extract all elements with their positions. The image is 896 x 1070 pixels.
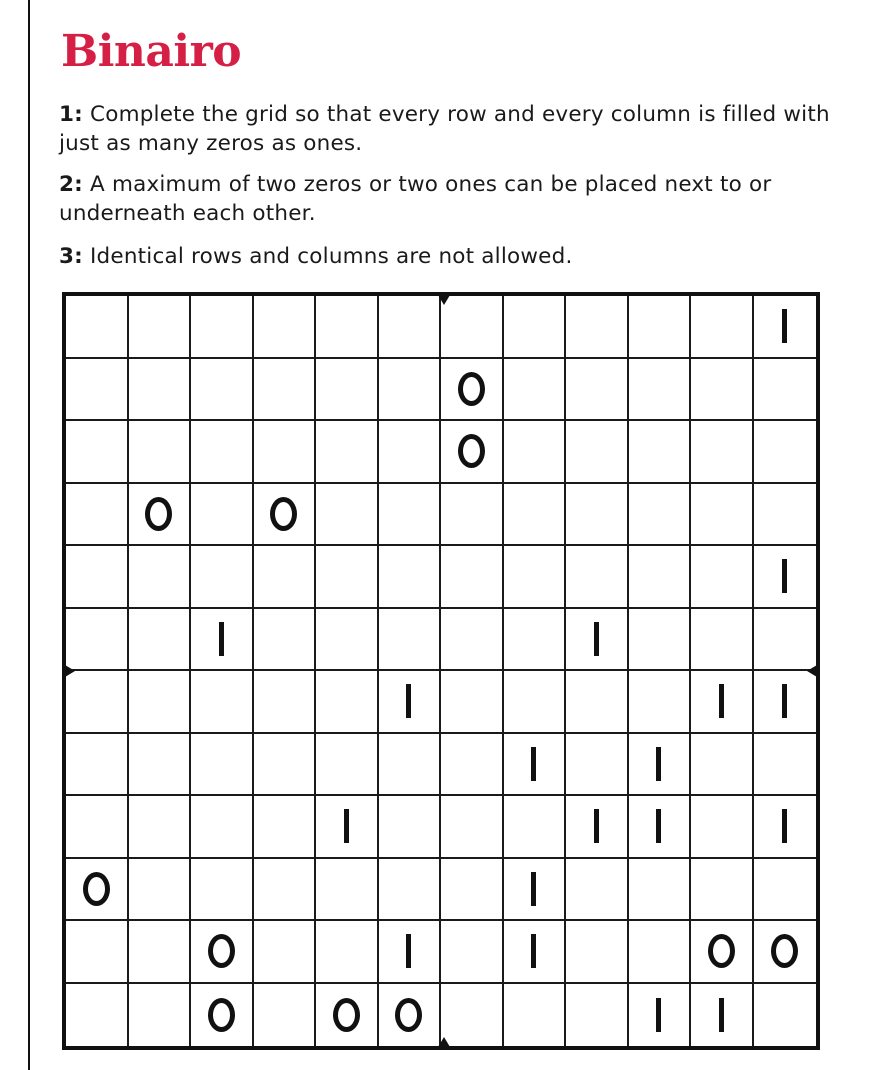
- grid-cell-r5-c10[interactable]: [629, 546, 692, 609]
- grid-cell-r10-c8[interactable]: [504, 859, 567, 922]
- grid-cell-r9-c9[interactable]: [566, 796, 629, 859]
- digit-one: [406, 934, 411, 968]
- digit-one: [782, 684, 787, 718]
- grid-cell-r12-c10[interactable]: [629, 984, 692, 1047]
- grid-cell-r6-c10[interactable]: [629, 609, 692, 672]
- grid-cell-r10-c4[interactable]: [254, 859, 317, 922]
- grid-cell-r9-c4[interactable]: [254, 796, 317, 859]
- digit-one: [719, 998, 724, 1032]
- grid-cell-r8-c8[interactable]: [504, 734, 567, 797]
- grid-cell-r8-c6[interactable]: [379, 734, 442, 797]
- digit-one: [782, 559, 787, 593]
- digit-one: [782, 809, 787, 843]
- grid-cell-r11-c3[interactable]: [191, 921, 254, 984]
- grid-cell-r9-c1[interactable]: [66, 796, 129, 859]
- grid-cell-r12-c6[interactable]: [379, 984, 442, 1047]
- grid-cell-r4-c10[interactable]: [629, 484, 692, 547]
- grid-cell-r4-c3[interactable]: [191, 484, 254, 547]
- digit-zero: [145, 497, 172, 531]
- digit-one: [406, 684, 411, 718]
- grid-cell-r9-c7[interactable]: [441, 796, 504, 859]
- grid-cell-r11-c10[interactable]: [629, 921, 692, 984]
- grid-cell-r5-c8[interactable]: [504, 546, 567, 609]
- digit-one: [344, 809, 349, 843]
- grid-cell-r12-c5[interactable]: [316, 984, 379, 1047]
- grid-cell-r5-c5[interactable]: [316, 546, 379, 609]
- puzzle-board: [62, 292, 820, 1050]
- page-left-rule: [28, 0, 30, 1070]
- grid-cell-r4-c9[interactable]: [566, 484, 629, 547]
- rule-3-number: 3:: [59, 244, 83, 269]
- center-marker-left-icon: [65, 665, 75, 677]
- grid-cell-r8-c1[interactable]: [66, 734, 129, 797]
- grid-cell-r6-c1[interactable]: [66, 609, 129, 672]
- grid-cell-r8-c7[interactable]: [441, 734, 504, 797]
- grid-cell-r10-c2[interactable]: [129, 859, 192, 922]
- digit-zero: [395, 998, 422, 1032]
- grid-cell-r3-c1[interactable]: [66, 421, 129, 484]
- digit-zero: [458, 372, 485, 406]
- grid-cell-r11-c11[interactable]: [691, 921, 754, 984]
- grid-cell-r2-c11[interactable]: [691, 359, 754, 422]
- digit-zero: [458, 434, 485, 468]
- grid-cell-r6-c5[interactable]: [316, 609, 379, 672]
- digit-zero: [83, 872, 110, 906]
- grid-cell-r11-c6[interactable]: [379, 921, 442, 984]
- grid-cell-r9-c11[interactable]: [691, 796, 754, 859]
- grid-cell-r1-c2[interactable]: [129, 296, 192, 359]
- grid-cell-r2-c7[interactable]: [441, 359, 504, 422]
- grid-cell-r5-c6[interactable]: [379, 546, 442, 609]
- grid-cell-r6-c8[interactable]: [504, 609, 567, 672]
- grid-cell-r12-c7[interactable]: [441, 984, 504, 1047]
- grid-cell-r3-c12[interactable]: [754, 421, 817, 484]
- grid-cell-r7-c9[interactable]: [566, 671, 629, 734]
- grid-cell-r11-c8[interactable]: [504, 921, 567, 984]
- rule-2-number: 2:: [59, 172, 83, 197]
- grid-cell-r10-c12[interactable]: [754, 859, 817, 922]
- puzzle-title: Binairo: [61, 26, 242, 77]
- grid-cell-r9-c8[interactable]: [504, 796, 567, 859]
- grid-cell-r11-c1[interactable]: [66, 921, 129, 984]
- grid-cell-r1-c4[interactable]: [254, 296, 317, 359]
- grid-cell-r12-c1[interactable]: [66, 984, 129, 1047]
- grid-cell-r11-c12[interactable]: [754, 921, 817, 984]
- grid-cell-r10-c5[interactable]: [316, 859, 379, 922]
- grid-cell-r6-c9[interactable]: [566, 609, 629, 672]
- grid-cell-r3-c2[interactable]: [129, 421, 192, 484]
- grid-cell-r8-c3[interactable]: [191, 734, 254, 797]
- grid-cell-r9-c3[interactable]: [191, 796, 254, 859]
- grid-cell-r4-c12[interactable]: [754, 484, 817, 547]
- digit-one: [531, 872, 536, 906]
- grid-cell-r2-c9[interactable]: [566, 359, 629, 422]
- grid-cell-r7-c12[interactable]: [754, 671, 817, 734]
- digit-one: [531, 747, 536, 781]
- rule-1-text: Complete the grid so that every row and every column is filled with just as many zeros as ones.: [59, 102, 830, 156]
- digit-one: [656, 809, 661, 843]
- grid-cell-r10-c9[interactable]: [566, 859, 629, 922]
- grid-cell-r8-c12[interactable]: [754, 734, 817, 797]
- grid-cell-r4-c1[interactable]: [66, 484, 129, 547]
- grid-cell-r1-c9[interactable]: [566, 296, 629, 359]
- grid-cell-r2-c3[interactable]: [191, 359, 254, 422]
- grid-cell-r3-c9[interactable]: [566, 421, 629, 484]
- grid-cell-r2-c6[interactable]: [379, 359, 442, 422]
- grid-cell-r3-c11[interactable]: [691, 421, 754, 484]
- grid-cell-r8-c5[interactable]: [316, 734, 379, 797]
- grid-cell-r5-c1[interactable]: [66, 546, 129, 609]
- puzzle-grid: [66, 296, 816, 1046]
- grid-cell-r7-c6[interactable]: [379, 671, 442, 734]
- digit-one: [656, 998, 661, 1032]
- grid-cell-r1-c11[interactable]: [691, 296, 754, 359]
- grid-cell-r12-c3[interactable]: [191, 984, 254, 1047]
- rule-1: [59, 100, 859, 158]
- grid-cell-r10-c1[interactable]: [66, 859, 129, 922]
- grid-cell-r7-c11[interactable]: [691, 671, 754, 734]
- grid-cell-r4-c8[interactable]: [504, 484, 567, 547]
- grid-cell-r1-c12[interactable]: [754, 296, 817, 359]
- grid-cell-r3-c3[interactable]: [191, 421, 254, 484]
- digit-one: [531, 934, 536, 968]
- grid-cell-r2-c10[interactable]: [629, 359, 692, 422]
- grid-cell-r3-c5[interactable]: [316, 421, 379, 484]
- rule-3: [59, 242, 572, 271]
- grid-cell-r12-c8[interactable]: [504, 984, 567, 1047]
- digit-zero: [270, 497, 297, 531]
- grid-cell-r4-c2[interactable]: [129, 484, 192, 547]
- grid-cell-r10-c10[interactable]: [629, 859, 692, 922]
- grid-cell-r10-c11[interactable]: [691, 859, 754, 922]
- grid-cell-r1-c7[interactable]: [441, 296, 504, 359]
- grid-cell-r12-c2[interactable]: [129, 984, 192, 1047]
- grid-cell-r6-c12[interactable]: [754, 609, 817, 672]
- grid-cell-r8-c9[interactable]: [566, 734, 629, 797]
- grid-cell-r4-c5[interactable]: [316, 484, 379, 547]
- grid-cell-r11-c9[interactable]: [566, 921, 629, 984]
- grid-cell-r6-c7[interactable]: [441, 609, 504, 672]
- rule-2: [59, 170, 859, 228]
- grid-cell-r2-c8[interactable]: [504, 359, 567, 422]
- grid-cell-r3-c6[interactable]: [379, 421, 442, 484]
- grid-cell-r2-c2[interactable]: [129, 359, 192, 422]
- grid-cell-r5-c7[interactable]: [441, 546, 504, 609]
- digit-one: [719, 684, 724, 718]
- digit-zero: [208, 998, 235, 1032]
- grid-cell-r7-c10[interactable]: [629, 671, 692, 734]
- grid-cell-r1-c8[interactable]: [504, 296, 567, 359]
- grid-cell-r4-c7[interactable]: [441, 484, 504, 547]
- grid-cell-r9-c12[interactable]: [754, 796, 817, 859]
- grid-cell-r5-c3[interactable]: [191, 546, 254, 609]
- grid-cell-r4-c4[interactable]: [254, 484, 317, 547]
- grid-cell-r2-c4[interactable]: [254, 359, 317, 422]
- digit-zero: [333, 998, 360, 1032]
- grid-cell-r5-c9[interactable]: [566, 546, 629, 609]
- grid-cell-r2-c1[interactable]: [66, 359, 129, 422]
- grid-cell-r2-c12[interactable]: [754, 359, 817, 422]
- grid-cell-r10-c6[interactable]: [379, 859, 442, 922]
- grid-cell-r9-c10[interactable]: [629, 796, 692, 859]
- grid-cell-r12-c4[interactable]: [254, 984, 317, 1047]
- digit-one: [656, 747, 661, 781]
- center-marker-top-icon: [438, 295, 450, 305]
- grid-cell-r9-c2[interactable]: [129, 796, 192, 859]
- digit-one: [594, 622, 599, 656]
- grid-cell-r8-c10[interactable]: [629, 734, 692, 797]
- grid-cell-r11-c4[interactable]: [254, 921, 317, 984]
- grid-cell-r11-c2[interactable]: [129, 921, 192, 984]
- grid-cell-r6-c11[interactable]: [691, 609, 754, 672]
- digit-zero: [708, 934, 735, 968]
- grid-cell-r11-c5[interactable]: [316, 921, 379, 984]
- grid-cell-r6-c2[interactable]: [129, 609, 192, 672]
- grid-cell-r1-c3[interactable]: [191, 296, 254, 359]
- grid-cell-r7-c2[interactable]: [129, 671, 192, 734]
- digit-one: [782, 309, 787, 343]
- grid-cell-r8-c4[interactable]: [254, 734, 317, 797]
- grid-cell-r7-c1[interactable]: [66, 671, 129, 734]
- grid-cell-r6-c6[interactable]: [379, 609, 442, 672]
- grid-cell-r5-c12[interactable]: [754, 546, 817, 609]
- grid-cell-r1-c10[interactable]: [629, 296, 692, 359]
- grid-cell-r3-c7[interactable]: [441, 421, 504, 484]
- grid-cell-r6-c4[interactable]: [254, 609, 317, 672]
- grid-cell-r2-c5[interactable]: [316, 359, 379, 422]
- grid-cell-r3-c4[interactable]: [254, 421, 317, 484]
- grid-cell-r8-c2[interactable]: [129, 734, 192, 797]
- grid-cell-r7-c5[interactable]: [316, 671, 379, 734]
- grid-cell-r5-c2[interactable]: [129, 546, 192, 609]
- digit-zero: [771, 934, 798, 968]
- grid-cell-r3-c8[interactable]: [504, 421, 567, 484]
- grid-cell-r7-c8[interactable]: [504, 671, 567, 734]
- grid-cell-r9-c5[interactable]: [316, 796, 379, 859]
- grid-cell-r7-c7[interactable]: [441, 671, 504, 734]
- grid-cell-r10-c7[interactable]: [441, 859, 504, 922]
- center-marker-right-icon: [807, 665, 817, 677]
- grid-cell-r6-c3[interactable]: [191, 609, 254, 672]
- grid-cell-r7-c3[interactable]: [191, 671, 254, 734]
- rule-2-text: A maximum of two zeros or two ones can be placed next to or underneath each other.: [59, 172, 772, 226]
- grid-cell-r3-c10[interactable]: [629, 421, 692, 484]
- grid-cell-r12-c12[interactable]: [754, 984, 817, 1047]
- grid-cell-r11-c7[interactable]: [441, 921, 504, 984]
- grid-cell-r10-c3[interactable]: [191, 859, 254, 922]
- grid-cell-r9-c6[interactable]: [379, 796, 442, 859]
- grid-cell-r1-c6[interactable]: [379, 296, 442, 359]
- grid-cell-r4-c6[interactable]: [379, 484, 442, 547]
- center-marker-bottom-icon: [438, 1037, 450, 1047]
- grid-cell-r5-c4[interactable]: [254, 546, 317, 609]
- grid-cell-r1-c1[interactable]: [66, 296, 129, 359]
- grid-cell-r7-c4[interactable]: [254, 671, 317, 734]
- digit-one: [594, 809, 599, 843]
- digit-zero: [208, 934, 235, 968]
- grid-cell-r12-c9[interactable]: [566, 984, 629, 1047]
- rule-1-number: 1:: [59, 102, 83, 127]
- grid-cell-r5-c11[interactable]: [691, 546, 754, 609]
- grid-cell-r4-c11[interactable]: [691, 484, 754, 547]
- rule-3-text: Identical rows and columns are not allowed.: [82, 244, 573, 269]
- digit-one: [219, 622, 224, 656]
- grid-cell-r8-c11[interactable]: [691, 734, 754, 797]
- grid-cell-r1-c5[interactable]: [316, 296, 379, 359]
- grid-cell-r12-c11[interactable]: [691, 984, 754, 1047]
